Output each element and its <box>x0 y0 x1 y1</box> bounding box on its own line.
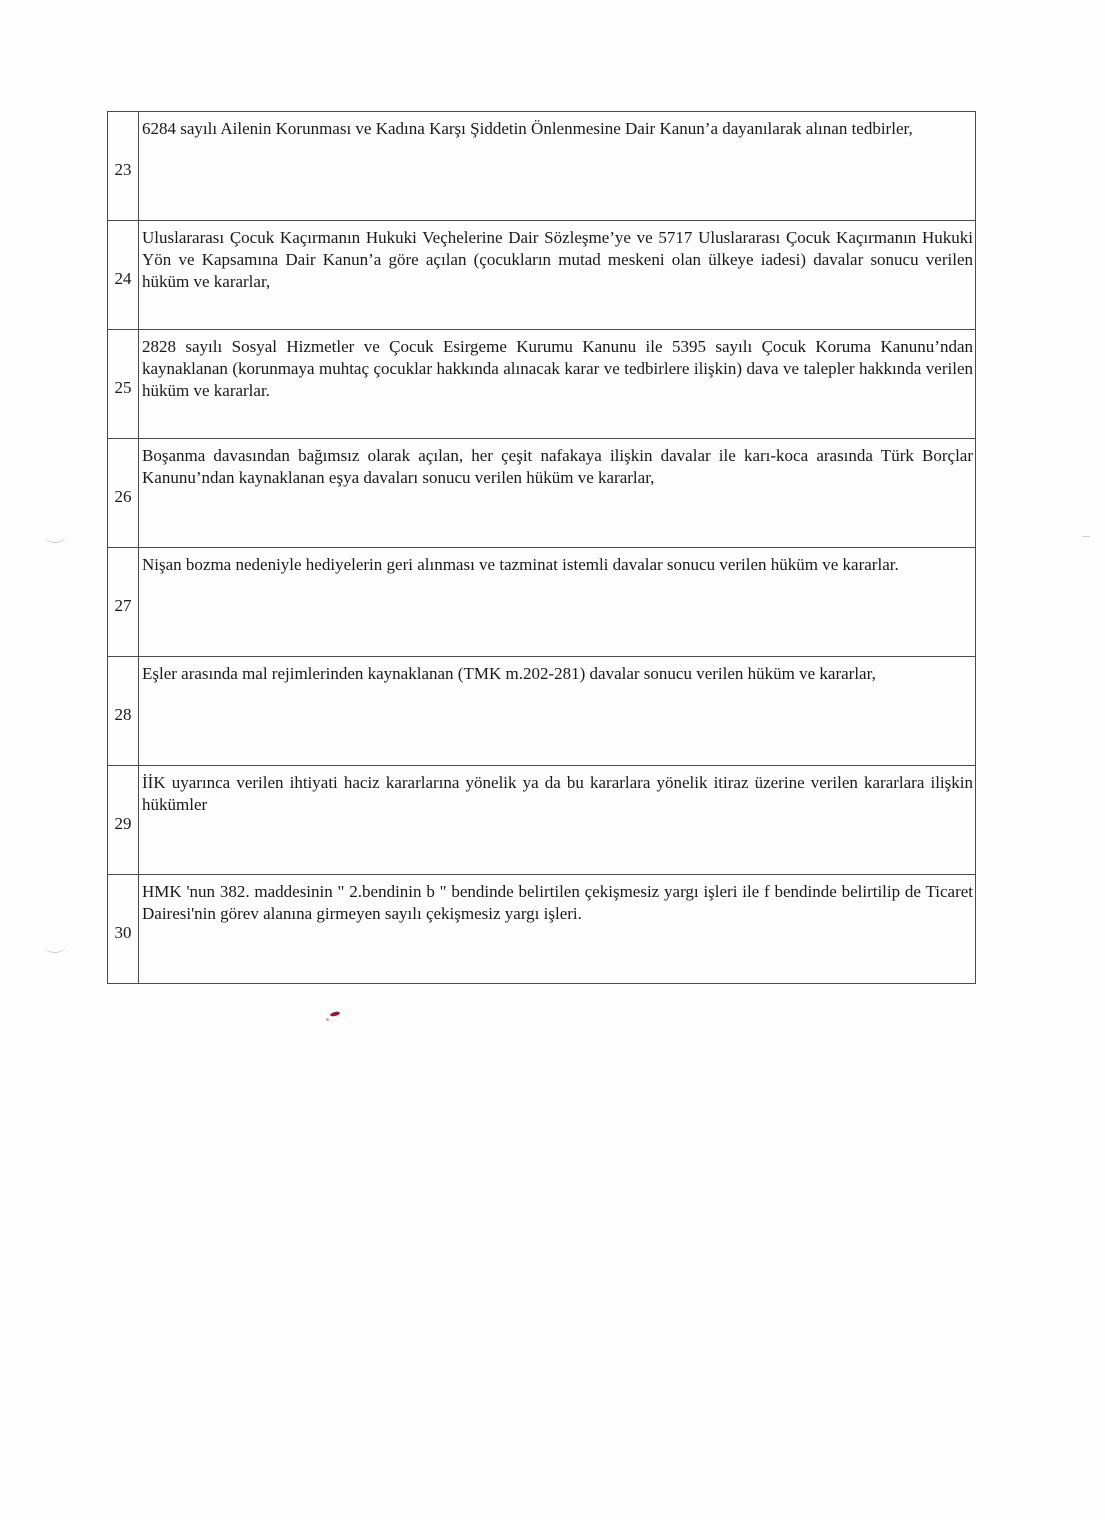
table-row <box>108 330 976 439</box>
row-number: 25 <box>108 330 139 439</box>
scan-mark <box>1082 536 1090 537</box>
duties-table <box>107 111 976 984</box>
table-row <box>108 875 976 984</box>
row-number: 28 <box>108 657 139 766</box>
row-text: HMK 'nun 382. maddesinin " 2.bendinin b " bendinde belirtilen çekişmesiz yargı işleri ile f bendinde belirtilip de Ticaret Dairesi'nin görev alanına girmeyen sayılı çekişmesiz yargı işleri. <box>139 875 976 984</box>
table-row <box>108 221 976 330</box>
row-text: 6284 sayılı Ailenin Korunması ve Kadına Karşı Şiddetin Önlenmesine Dair Kanun’a dayanılarak alınan tedbirler, <box>139 112 976 221</box>
table-row <box>108 766 976 875</box>
table-row <box>108 548 976 657</box>
punch-hole-mark <box>44 938 66 953</box>
row-number: 24 <box>108 221 139 330</box>
ink-speck <box>330 1011 341 1017</box>
table-row <box>108 112 976 221</box>
row-text: Eşler arasında mal rejimlerinden kaynaklanan (TMK m.202-281) davalar sonucu verilen hüküm ve kararlar, <box>139 657 976 766</box>
row-number: 30 <box>108 875 139 984</box>
row-text: İİK uyarınca verilen ihtiyati haciz kararlarına yönelik ya da bu kararlara yönelik itiraz üzerine verilen kararlara ilişkin hükümler <box>139 766 976 875</box>
row-text: Uluslararası Çocuk Kaçırmanın Hukuki Veçhelerine Dair Sözleşme’ye ve 5717 Uluslararası Çocuk Kaçırmanın Hukuki Yön ve Kapsamına Dair Kanun’a göre açılan (çocukların mutad meskeni olan ülkeye iadesi) davalar sonucu verilen hüküm ve kararlar, <box>139 221 976 330</box>
row-text: 2828 sayılı Sosyal Hizmetler ve Çocuk Esirgeme Kurumu Kanunu ile 5395 sayılı Çocuk Koruma Kanunu’ndan kaynaklanan (korunmaya muhtaç çocuklar hakkında alınacak karar ve tedbirlere ilişkin) dava ve talepler hakkında verilen hüküm ve kararlar. <box>139 330 976 439</box>
row-number: 29 <box>108 766 139 875</box>
punch-hole-mark <box>44 528 66 543</box>
row-number: 26 <box>108 439 139 548</box>
row-number: 27 <box>108 548 139 657</box>
row-text: Nişan bozma nedeniyle hediyelerin geri alınması ve tazminat istemli davalar sonucu verilen hüküm ve kararlar. <box>139 548 976 657</box>
ink-speck <box>326 1018 329 1021</box>
row-text: Boşanma davasından bağımsız olarak açılan, her çeşit nafakaya ilişkin davalar ile karı-koca arasında Türk Borçlar Kanunu’ndan kaynaklanan eşya davaları sonucu verilen hüküm ve kararlar, <box>139 439 976 548</box>
table-row <box>108 439 976 548</box>
row-number: 23 <box>108 112 139 221</box>
table-row <box>108 657 976 766</box>
